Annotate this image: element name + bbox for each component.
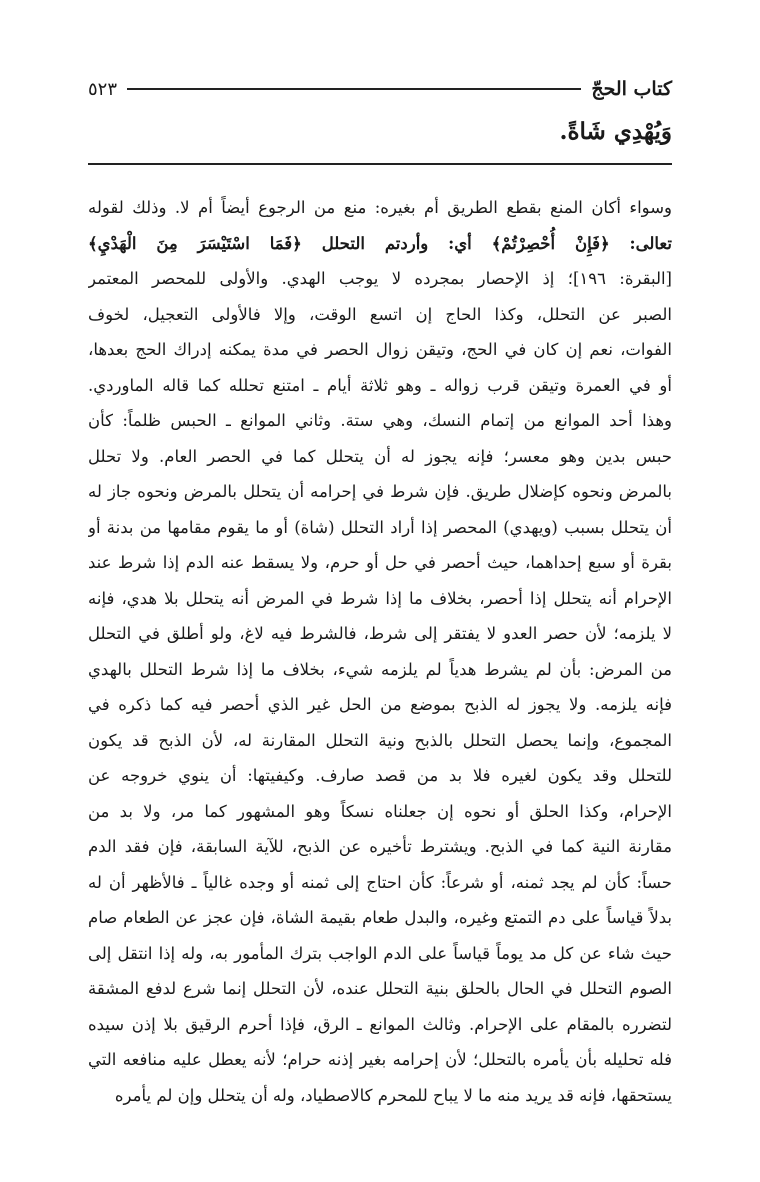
text-line: أن يتحلل بسبب (ويهدي) المحصر إذا أراد التحلل (شاة) أو ما يقوم مقامها من بدنة أو: [88, 517, 672, 537]
text-line: فله تحليله بأن يأمره بالتحلل؛ لأن إحرامه بغير إذنه حرام؛ لأنه يعطل عليه منافعه التي: [88, 1050, 672, 1069]
text-line: [البقرة: ١٩٦]؛ إذ الإحصار بمجرده لا يوجب الهدي. والأولى للمحصر المعتمر: [88, 269, 672, 288]
text-line: فإنه يلزمه. ولا يجوز له الذبح بموضع من الحل غير الذي أحصر فيه كما ذكره في: [88, 695, 672, 714]
running-header: [88, 74, 672, 104]
text-line: الإحرام أنه يتحلل إذا أحصر، بخلاف ما إذا شرط في المرض أنه يتحلل بلا هدي، فإنه: [88, 588, 672, 608]
text-line: للتحلل وقد يكون لغيره فلا بد من قصد صارف. وكيفيتها: أن ينوي خروجه عن: [88, 766, 672, 785]
text-line: بدلاً قياساً على دم التمتع وغيره، والبدل طعام بقيمة الشاة، فإن عجز عن الطعام صام: [88, 908, 672, 927]
commentary-body: [88, 190, 672, 1113]
text-line: الإحرام، وكذا الحلق أو نحوه إن جعلناه نسكاً وهو المشهور كما مر، ولا بد من: [88, 801, 672, 821]
section-divider: [88, 163, 672, 165]
text-line: لتضرره بالمقام على الإحرام. وثالث الموانع ـ الرق، فإذا أحرم الرقيق بلا إذن سيده: [88, 1014, 672, 1034]
text-line: وهذا أحد الموانع من إتمام النسك، وهي ستة. وثاني الموانع ـ الحبس ظلماً: كأن: [88, 411, 672, 430]
text-line: الفوات، نعم إن كان في الحج، وتيقن زوال الحصر في مدة يمكنه إدراك الحج بعدها،: [88, 340, 672, 359]
text-line: الصبر عن التحلل، وكذا الحاج إن اتسع الوقت، وإلا فالأولى التعجيل، لخوف: [88, 304, 672, 324]
text-line: تعالى: ﴿فَإِنْ أُحْصِرْتُمْ﴾ أي: وأردتم التحلل ﴿فَمَا اسْتَيْسَرَ مِنَ الْهَدْيِ﴾: [88, 233, 672, 253]
page-number: ٥٢٣: [88, 78, 118, 100]
text-line: لا يلزمه؛ لأن حصر العدو لا يفتقر إلى شرط، فالشرط فيه لاغ، ولو أطلق في التحلل: [88, 624, 672, 643]
text-line: بقرة أو سبع إحداهما، حيث أحصر في حل أو حرم، ولا يسقط عنه الدم إذا شرط عند: [88, 553, 672, 572]
text-line: حيث شاء عن كل مد يوماً قياساً على الدم الواجب بترك المأمور به، وله إذا انتقل إلى: [88, 943, 672, 963]
matn-text: وَيُهْدِي شَاةً.: [559, 118, 672, 145]
book-title: كتاب الحجّ: [591, 78, 672, 100]
text-line: من المرض: بأن لم يشرط هدياً لم يلزمه شيء، بخلاف ما إذا شرط التحلل بالهدي: [88, 659, 672, 679]
text-line: الصوم التحلل في الحال بالحلق بنية التحلل عنده، لأن التحلل إنما شرع لدفع المشقة: [88, 979, 672, 998]
text-line: المجموع، وإنما يحصل التحلل بالذبح ونية التحلل المقارنة له، لأن الذبح قد يكون: [88, 730, 672, 750]
text-line: حساً: كأن لم يجد ثمنه، أو شرعاً: كأن احتاج إلى ثمنه أو وجده غالياً ـ فالأظهر أن له: [88, 872, 672, 892]
text-line: حبس بدين وهو معسر؛ فإنه يجوز له أن يتحلل كما في الحصر العام. ولا تحلل: [88, 446, 672, 466]
text-line: وسواء أكان المنع بقطع الطريق أم بغيره: منع من الرجوع أيضاً أم لا. وذلك لقوله: [88, 198, 672, 217]
header-rule: [127, 88, 581, 90]
text-line: أو في العمرة وتيقن قرب زواله ـ وهو ثلاثة أيام ـ امتنع تحلله كما قاله الماوردي.: [88, 375, 672, 395]
text-line: يستحقها، فإنه قد يريد منه ما لا يباح للمحرم كالاصطياد، وله أن يتحلل وإن لم يأمره: [114, 1085, 672, 1105]
text-line: بالمرض ونحوه كإضلال طريق. فإن شرط في إحرامه أن يتحلل بالمرض ونحوه جاز له: [88, 482, 672, 501]
text-line: مقارنة النية كما في الذبح. ويشترط تأخيره عن الذبح، للآية السابقة، فإن فقد الدم: [88, 837, 672, 856]
